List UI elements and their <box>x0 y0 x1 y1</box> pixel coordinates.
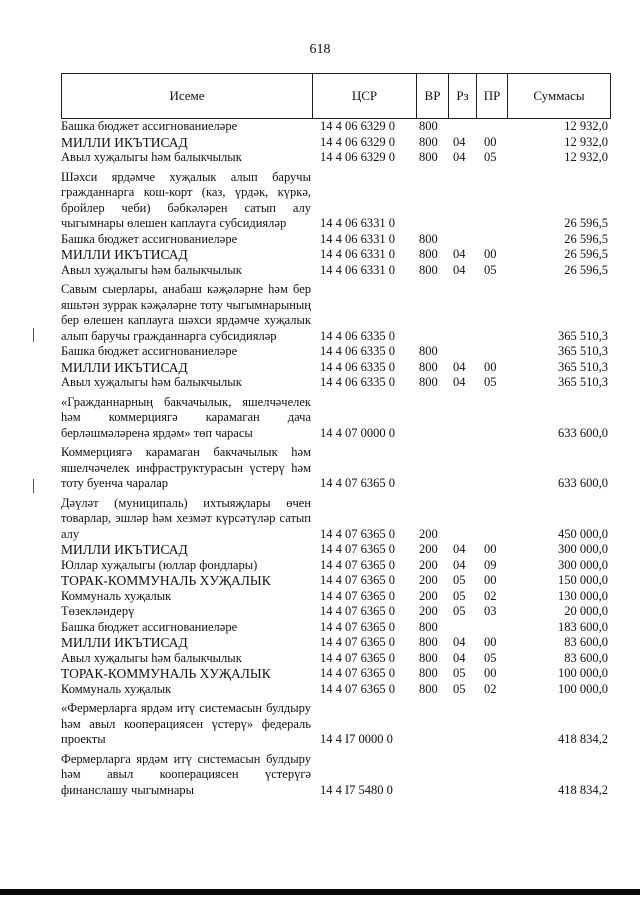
row-name: Фермерларга ярдәм итү системасын булдыру һәм авыл кооперациясен үстерүгә финанслашу чыгымнары <box>61 751 311 797</box>
row-csr: 14 4 07 6365 0 <box>320 542 395 556</box>
table-row <box>61 635 611 651</box>
table-row <box>61 682 611 698</box>
table-header <box>61 73 611 119</box>
table-row <box>61 651 611 667</box>
header-vr: ВР <box>424 88 441 103</box>
row-vr: 800 <box>419 247 438 261</box>
row-sum: 418 834,2 <box>558 732 608 746</box>
row-pr: 00 <box>484 573 497 587</box>
row-rz: 04 <box>453 359 466 374</box>
row-csr: 14 4 07 6365 0 <box>320 604 395 618</box>
row-csr: 14 4 07 6365 0 <box>320 557 395 572</box>
header-sum: Суммасы <box>533 88 585 103</box>
header-pr: ПР <box>483 88 501 103</box>
row-name: Авыл хуҗалыгы һәм балыкчылык <box>61 375 242 389</box>
row-name: Башка бюджет ассигнованиеләре <box>61 344 238 358</box>
table-row <box>61 666 611 682</box>
table-row <box>61 282 611 344</box>
table-body <box>61 119 611 798</box>
row-name: МИЛЛИ ИКЪТИСАД <box>61 359 188 375</box>
row-name: Дәүләт (муниципаль) ихтыяҗлары өчен товарлар, эшләр һәм хезмәт күрсәтүләр сатып алу <box>61 495 311 541</box>
row-sum: 26 596,5 <box>564 231 608 246</box>
row-sum: 365 510,3 <box>558 344 608 358</box>
row-sum: 12 932,0 <box>564 150 608 164</box>
row-name: Авыл хуҗалыгы һәм балыкчылык <box>61 650 242 665</box>
row-csr: 14 4 07 6365 0 <box>320 650 395 665</box>
table-row <box>61 445 611 492</box>
row-rz: 04 <box>453 635 466 649</box>
row-name: Башка бюджет ассигнованиеләре <box>61 619 238 634</box>
row-rz: 05 <box>453 588 466 603</box>
row-rz: 04 <box>453 247 466 261</box>
row-csr: 14 4 06 6335 0 <box>320 375 395 389</box>
table-row <box>61 701 611 748</box>
row-rz: 04 <box>453 375 466 389</box>
row-name: Коммуналь хуҗалык <box>61 588 172 603</box>
header-rz: Рз <box>456 88 469 103</box>
margin-mark <box>33 479 34 493</box>
row-csr: 14 4 07 6365 0 <box>320 619 395 634</box>
table-row <box>61 589 611 605</box>
row-sum: 130 000,0 <box>558 588 608 603</box>
row-name: Авыл хуҗалыгы һәм балыкчылык <box>61 150 242 164</box>
header-name: Исеме <box>169 88 205 103</box>
table-row <box>61 263 611 279</box>
row-pr: 05 <box>484 650 497 665</box>
row-pr: 03 <box>484 604 497 618</box>
table-row <box>61 752 611 799</box>
row-sum: 26 596,5 <box>564 247 608 261</box>
row-sum: 26 596,5 <box>564 262 608 277</box>
row-vr: 800 <box>419 619 438 634</box>
row-pr: 00 <box>484 666 497 680</box>
row-csr: 14 4 07 6365 0 <box>320 681 395 696</box>
row-vr: 200 <box>419 604 438 618</box>
row-vr: 200 <box>419 573 438 587</box>
table-row <box>61 604 611 620</box>
row-sum: 300 000,0 <box>558 542 608 556</box>
row-name: Башка бюджет ассигнованиеләре <box>61 231 238 246</box>
row-sum: 20 000,0 <box>564 604 608 618</box>
row-sum: 100 000,0 <box>558 681 608 696</box>
row-name: Юллар хуҗалыгы (юллар фондлары) <box>61 557 258 572</box>
row-name: Савым сыерлары, анабаш кәҗәләрне һәм бер яшьтән зуррак кәҗәләрне тоту чыгымнарының бер өлешен каплауга шәхси ярдәмче хуҗалык алып баручы гражданнарга субсидияләр <box>61 282 311 343</box>
row-rz: 04 <box>453 542 466 556</box>
row-rz: 04 <box>453 557 466 572</box>
row-pr: 02 <box>484 588 497 603</box>
row-name: МИЛЛИ ИКЪТИСАД <box>61 635 188 650</box>
row-rz: 05 <box>453 573 466 587</box>
row-pr: 00 <box>484 247 497 261</box>
row-rz: 04 <box>453 262 466 277</box>
row-csr: 14 4 06 6335 0 <box>320 328 395 343</box>
row-vr: 800 <box>419 650 438 665</box>
row-vr: 800 <box>419 359 438 374</box>
row-sum: 633 600,0 <box>558 425 608 440</box>
row-name: МИЛЛИ ИКЪТИСАД <box>61 542 188 557</box>
table-row <box>61 232 611 248</box>
row-csr: 14 4 06 6335 0 <box>320 344 395 358</box>
row-rz: 04 <box>453 650 466 665</box>
row-vr: 800 <box>419 231 438 246</box>
table-row <box>61 620 611 636</box>
margin-mark <box>33 328 34 342</box>
row-sum: 633 600,0 <box>558 476 608 490</box>
row-csr: 14 4 06 6329 0 <box>320 150 395 164</box>
row-rz: 04 <box>453 150 466 164</box>
row-csr: 14 4 07 6365 0 <box>320 588 395 603</box>
row-csr: 14 4 07 6365 0 <box>320 573 395 587</box>
table-row <box>61 344 611 360</box>
row-csr: 14 4 06 6335 0 <box>320 359 395 374</box>
row-name: Төзекләндерү <box>61 604 135 618</box>
row-rz: 04 <box>453 134 466 149</box>
table-row <box>61 496 611 543</box>
row-csr: 14 4 07 6365 0 <box>320 526 395 541</box>
row-sum: 150 000,0 <box>558 573 608 587</box>
table-row <box>61 573 611 589</box>
row-name: Коммуналь хуҗалык <box>61 681 172 696</box>
row-csr: 14 4 06 6331 0 <box>320 216 395 230</box>
row-sum: 100 000,0 <box>558 666 608 680</box>
row-sum: 83 600,0 <box>564 650 608 665</box>
row-sum: 183 600,0 <box>558 619 608 634</box>
table-row <box>61 542 611 558</box>
row-rz: 05 <box>453 681 466 696</box>
table-row <box>61 395 611 442</box>
row-pr: 02 <box>484 681 497 696</box>
row-vr: 800 <box>419 666 438 680</box>
row-name: Шәхси ярдәмче хуҗалык алып баручы гражданнарга кош-корт (каз, үрдәк, күркә, бройлер чеби) бәбкәләрен сатып алу чыгымнары өлешен каплауга субсидияләр <box>61 169 311 230</box>
row-name: «Фермерларга ярдәм итү системасын булдыру һәм авыл кооперациясен үстерү» федераль проекты <box>61 701 311 746</box>
row-sum: 26 596,5 <box>564 216 608 230</box>
table-row <box>61 150 611 166</box>
row-csr: 14 4 07 0000 0 <box>320 425 395 440</box>
row-pr: 05 <box>484 150 497 164</box>
row-vr: 200 <box>419 526 438 541</box>
table-row <box>61 119 611 135</box>
row-sum: 12 932,0 <box>564 134 608 149</box>
row-sum: 83 600,0 <box>564 635 608 649</box>
row-vr: 200 <box>419 588 438 603</box>
row-vr: 200 <box>419 557 438 572</box>
row-vr: 800 <box>419 375 438 389</box>
table-row <box>61 375 611 391</box>
row-csr: 14 4 06 6331 0 <box>320 262 395 277</box>
row-name: Башка бюджет ассигнованиеләре <box>61 119 238 133</box>
row-vr: 800 <box>419 635 438 649</box>
row-name: Коммерциягә карамаган бакчачылык һәм яшелчәчелек инфраструктурасын үстерү һәм тоту буенча чаралар <box>61 445 311 490</box>
row-name: ТОРАК-КОММУНАЛЬ ХУҖАЛЫК <box>61 666 271 681</box>
row-sum: 365 510,3 <box>558 375 608 389</box>
row-vr: 800 <box>419 150 438 164</box>
table-row <box>61 558 611 574</box>
row-name: Авыл хуҗалыгы һәм балыкчылык <box>61 262 242 277</box>
row-csr: 14 4 07 6365 0 <box>320 666 395 680</box>
row-vr: 800 <box>419 262 438 277</box>
row-pr: 05 <box>484 262 497 277</box>
header-csr: ЦСР <box>351 88 378 103</box>
table-row <box>61 360 611 376</box>
row-sum: 365 510,3 <box>558 328 608 343</box>
row-csr: 14 4 07 6365 0 <box>320 476 395 490</box>
row-name: ТОРАК-КОММУНАЛЬ ХУҖАЛЫК <box>61 573 271 588</box>
row-csr: 14 4 06 6329 0 <box>320 119 395 133</box>
row-pr: 00 <box>484 635 497 649</box>
table-row <box>61 247 611 263</box>
row-name: МИЛЛИ ИКЪТИСАД <box>61 247 188 262</box>
row-sum: 300 000,0 <box>558 557 608 572</box>
row-vr: 200 <box>419 542 438 556</box>
row-name: «Гражданнарның бакчачылык, яшелчәчелек һәм коммерциягә карамаган дача берләшмәләренә ярдәм» төп чарасы <box>61 394 311 440</box>
row-vr: 800 <box>419 119 438 133</box>
row-sum: 450 000,0 <box>558 526 608 541</box>
row-name: МИЛЛИ ИКЪТИСАД <box>61 134 188 150</box>
row-csr: 14 4 I7 0000 0 <box>320 732 393 746</box>
row-sum: 365 510,3 <box>558 359 608 374</box>
row-csr: 14 4 06 6329 0 <box>320 134 395 149</box>
row-csr: 14 4 06 6331 0 <box>320 231 395 246</box>
row-pr: 00 <box>484 134 497 149</box>
row-csr: 14 4 I7 5480 0 <box>320 782 393 797</box>
row-pr: 00 <box>484 359 497 374</box>
scan-edge <box>0 889 640 895</box>
row-vr: 800 <box>419 681 438 696</box>
page-number: 618 <box>309 42 331 57</box>
row-sum: 12 932,0 <box>564 119 608 133</box>
row-pr: 05 <box>484 375 497 389</box>
row-rz: 05 <box>453 604 466 618</box>
row-csr: 14 4 07 6365 0 <box>320 635 395 649</box>
row-pr: 00 <box>484 542 497 556</box>
row-sum: 418 834,2 <box>558 782 608 797</box>
row-rz: 05 <box>453 666 466 680</box>
row-vr: 800 <box>419 344 438 358</box>
row-pr: 09 <box>484 557 497 572</box>
table-row <box>61 170 611 232</box>
table-row <box>61 135 611 151</box>
row-csr: 14 4 06 6331 0 <box>320 247 395 261</box>
row-vr: 800 <box>419 134 438 149</box>
